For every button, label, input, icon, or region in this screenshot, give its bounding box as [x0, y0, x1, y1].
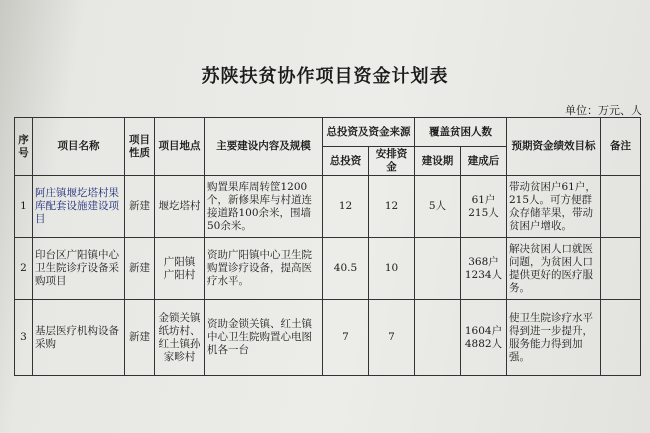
cell-nature: 新建: [125, 176, 155, 238]
cell-during: [415, 238, 461, 300]
cell-remark: [601, 300, 641, 376]
cell-remark: [601, 238, 641, 300]
cell-nature: 新建: [125, 238, 155, 300]
cell-content: 资助金锁关镇、红土镇中心卫生院购置心电图机各一台: [205, 300, 323, 376]
header-remark: 备注: [601, 118, 641, 176]
cell-after: 61户 215人: [461, 176, 507, 238]
header-row-1: [15, 118, 641, 147]
header-total: 总投资: [323, 147, 369, 176]
header-during: 建设期: [415, 147, 461, 176]
header-poverty-group: 覆盖贫困人数: [415, 118, 507, 147]
cell-target: 使卫生院诊疗水平得到进一步提升，服务能力得到加强。: [507, 300, 601, 376]
cell-remark: [601, 176, 641, 238]
cell-during: 5人: [415, 176, 461, 238]
cell-after: 1604户 4882人: [461, 300, 507, 376]
cell-name: 印台区广阳镇中心卫生院诊疗设备采购项目: [33, 238, 125, 300]
header-investment-group: 总投资及资金来源: [323, 118, 415, 147]
cell-target: 带动贫困户61户，215人。可方便群众存储苹果，带动贫困户增收。: [507, 176, 601, 238]
cell-total: 40.5: [323, 238, 369, 300]
cell-arranged: 12: [369, 176, 415, 238]
cell-content: 资助广阳镇中心卫生院购置诊疗设备，提高医疗水平。: [205, 238, 323, 300]
header-content: 主要建设内容及规模: [205, 118, 323, 176]
cell-content: 购置果库周转筐1200个，新修果库与村道连接道路100余米，围墙50余米。: [205, 176, 323, 238]
cell-total: 12: [323, 176, 369, 238]
unit-label: 单位：万元、人: [565, 104, 642, 117]
header-arranged: 安排资金: [369, 147, 415, 176]
table-row: [15, 176, 641, 238]
cell-no: 2: [15, 238, 33, 300]
cell-location: 堰圪塔村: [155, 176, 205, 238]
cell-name: 阿庄镇堰圪塔村果库配套设施建设项目: [33, 176, 125, 238]
cell-target: 解决贫困人口就医问题，为贫困人口提供更好的医疗服务。: [507, 238, 601, 300]
table-row: [15, 300, 641, 376]
header-after: 建成后: [461, 147, 507, 176]
cell-location: 广阳镇 广阳村: [155, 238, 205, 300]
cell-after: 368户 1234人: [461, 238, 507, 300]
cell-during: [415, 300, 461, 376]
cell-arranged: 7: [369, 300, 415, 376]
table-row: [15, 238, 641, 300]
plan-table: [14, 117, 641, 376]
cell-no: 3: [15, 300, 33, 376]
cell-total: 7: [323, 300, 369, 376]
cell-name: 基层医疗机构设备采购: [33, 300, 125, 376]
header-nature: 项目性质: [125, 118, 155, 176]
cell-arranged: 10: [369, 238, 415, 300]
page-title: 苏陕扶贫协作项目资金计划表: [201, 66, 449, 87]
cell-nature: 新建: [125, 300, 155, 376]
header-target: 预期资金绩效目标: [507, 118, 601, 176]
header-no: 序号: [15, 118, 33, 176]
cell-location: 金锁关镇纸坊村、红土镇孙家畛村: [155, 300, 205, 376]
header-name: 项目名称: [33, 118, 125, 176]
header-location: 项目地点: [155, 118, 205, 176]
cell-no: 1: [15, 176, 33, 238]
